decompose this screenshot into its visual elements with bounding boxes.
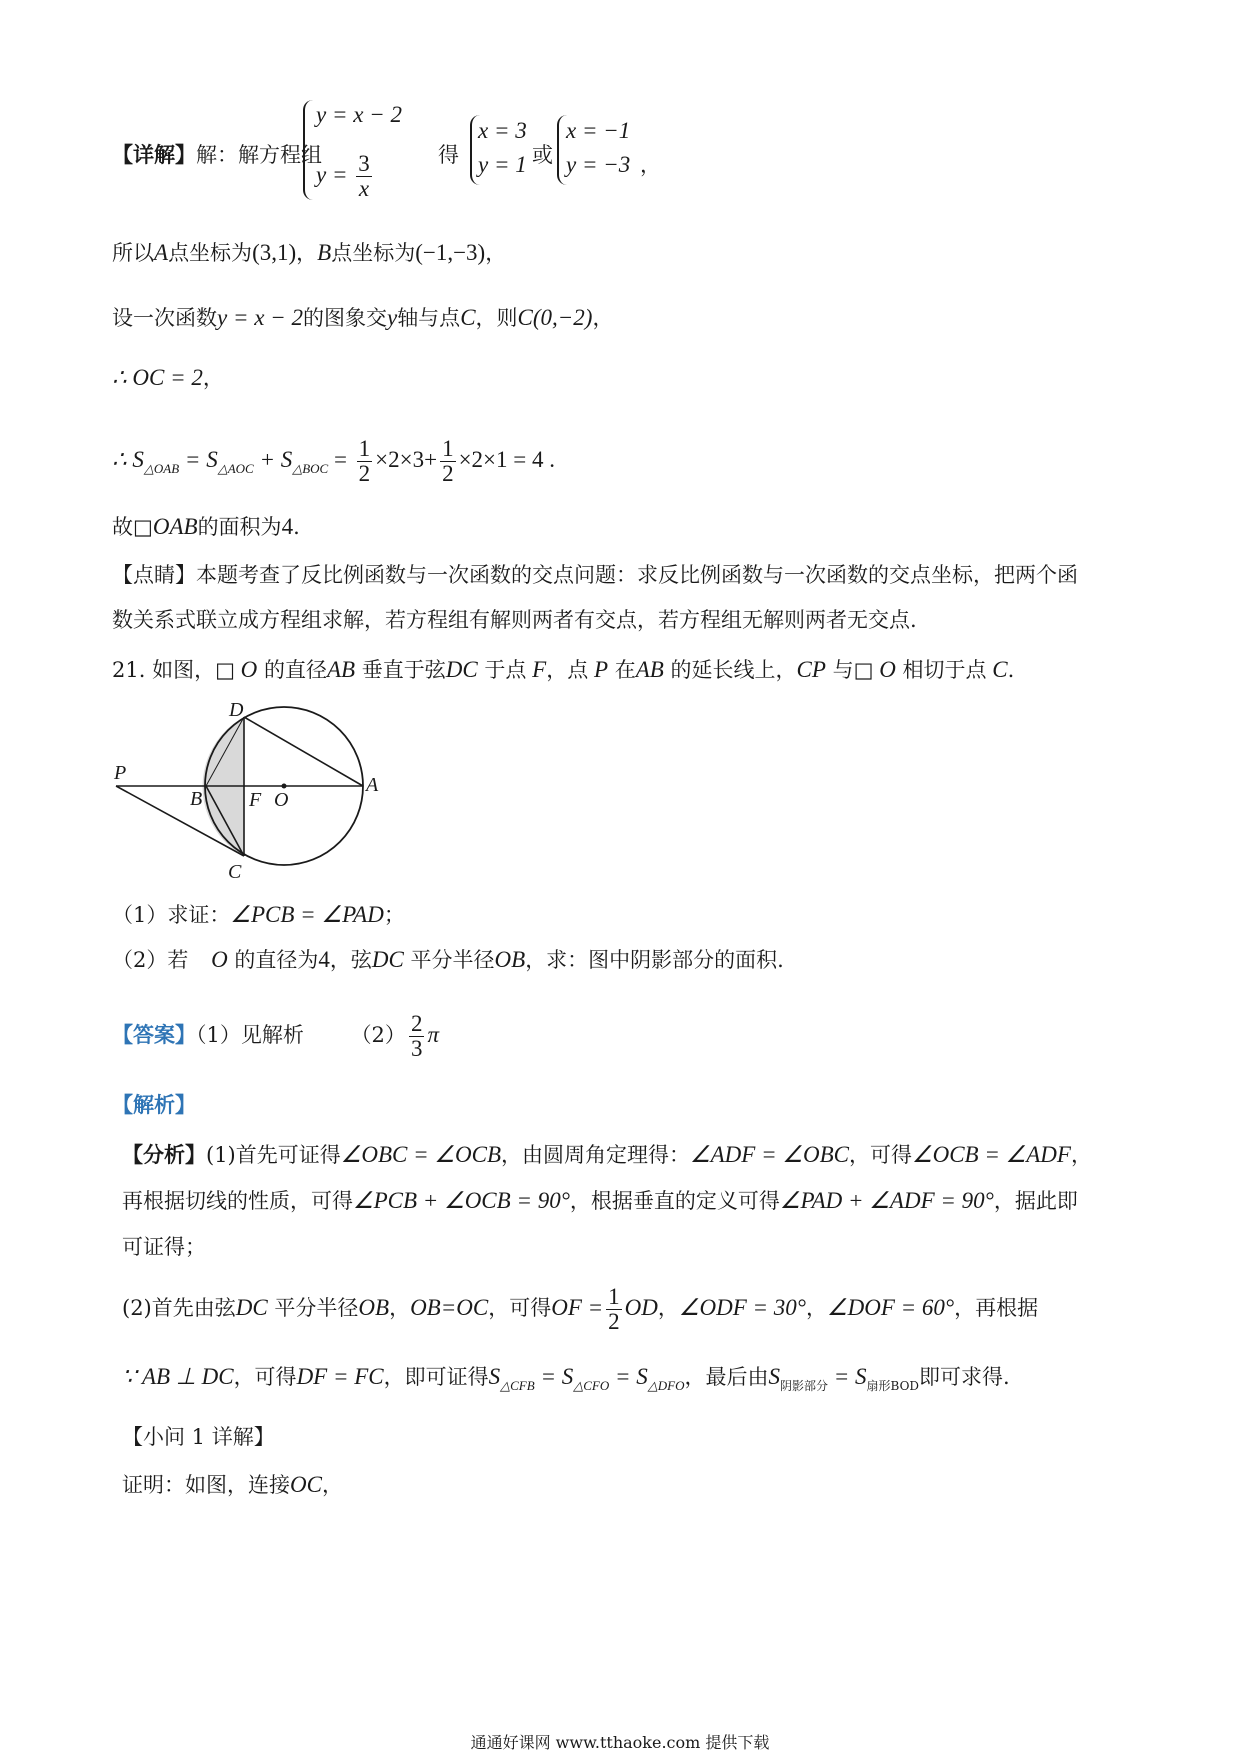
sub: 扇形BOD [866, 1379, 920, 1393]
missing-glyph: □ [853, 658, 874, 682]
analysis-line-5 [122, 1362, 1010, 1401]
text: 垂直于弦 [355, 658, 446, 682]
center-point [282, 784, 287, 789]
seg-OB: OB [494, 947, 526, 972]
analysis-line-2 [122, 1186, 1078, 1216]
label-B: B [190, 788, 203, 810]
geometry-figure [108, 700, 408, 885]
half-frac [606, 1285, 622, 1334]
analysis-line-4 [122, 1285, 1038, 1334]
system-eq2-frac [356, 152, 372, 201]
s-symbol: S [488, 1364, 501, 1389]
text: ，可得 [848, 1143, 912, 1167]
text: 与 [825, 658, 854, 682]
text: ， [1070, 1143, 1092, 1167]
text: 平分半径 [403, 948, 495, 972]
sub: △CFB [500, 1378, 535, 1393]
text: ，最后由 [684, 1365, 769, 1389]
value: 4 [318, 947, 330, 972]
text: ，点 [546, 658, 589, 682]
point-O: O [234, 657, 258, 682]
text: 的延长线上， [663, 658, 797, 682]
subquestion-1-label: 【小问 1 详解】 [122, 1425, 275, 1449]
comment-line-1: 【点睛】本题考查了反比例函数与一次函数的交点问题：求反比例函数与一次函数的交点坐标，把两个函 [112, 563, 1078, 587]
half-frac [357, 437, 373, 486]
frac-num: 1 [442, 436, 454, 461]
text: 即可求得. [919, 1365, 1010, 1389]
frac-den: 2 [608, 1309, 620, 1334]
analysis-line-1 [122, 1140, 1092, 1170]
text: . [1007, 658, 1015, 682]
oc-line [112, 363, 224, 393]
analysis-tag: 【分析】 [122, 1142, 206, 1167]
angle-eq: ∠PAD + ∠ADF = 90° [779, 1188, 994, 1213]
sub-oab: △OAB [143, 461, 180, 476]
text: ， [296, 241, 318, 265]
system-eq2-lhs: y = [316, 161, 348, 187]
text: ，据此即 [993, 1189, 1078, 1213]
text: 于点 [477, 658, 527, 682]
frac-den: 2 [442, 461, 454, 486]
text: 的直径为 [227, 948, 319, 972]
point-P: P [588, 657, 609, 682]
half-frac [440, 437, 456, 486]
label-F: F [249, 789, 262, 811]
term: ×2×1 = 4 . [458, 447, 555, 472]
coord-B: (−1,−3) [415, 240, 486, 265]
text: ，可得 [488, 1296, 552, 1320]
text: 轴与点 [397, 306, 461, 330]
label-O: O [274, 789, 289, 811]
text: 所以 [112, 241, 154, 265]
seg-CP: CP [796, 657, 826, 682]
solution2-y: y = −3 [566, 152, 631, 177]
pi: π [427, 1022, 439, 1047]
detail-end: ， [640, 153, 661, 177]
answer-frac [409, 1012, 425, 1061]
detail-label: 【详解】 [112, 142, 196, 167]
point-B: B [317, 240, 332, 265]
problem-statement [112, 655, 1014, 685]
seg-OB: OB [358, 1295, 390, 1320]
text: (1)首先可证得 [206, 1143, 341, 1167]
text: 证明：如图，连接 [122, 1473, 290, 1497]
text: (2)首先由弦 [122, 1296, 236, 1320]
s-symbol: = S [609, 1364, 648, 1389]
angle-eq: ∠DOF = 60° [826, 1295, 955, 1320]
area-formula-line [112, 437, 555, 486]
s-symbol: S [768, 1364, 780, 1389]
detail-line [112, 140, 322, 170]
point-F: F [526, 657, 547, 682]
value: 4 [281, 514, 294, 539]
system-eq1: y = x − 2 [316, 102, 402, 127]
missing-glyph: □ [133, 515, 153, 539]
text: ， [202, 366, 224, 390]
line-DA [244, 717, 363, 786]
frac-num: 1 [608, 1284, 620, 1309]
y-axis: y [386, 305, 398, 330]
term: ×2×3+ [375, 447, 438, 472]
frac-den: x [358, 176, 370, 201]
seg-AB: AB [326, 657, 356, 682]
linear-fn: y = x − 2 [217, 305, 303, 330]
text: ， [485, 241, 507, 265]
solution2-x: x = −1 [566, 118, 631, 143]
text: ，求：图中阴影部分的面积. [525, 948, 784, 972]
answer-part-1: （1）见解析 [196, 1023, 304, 1047]
sub: △DFO [647, 1378, 685, 1393]
answer-part-2: （2） [350, 1023, 406, 1047]
intersection-line [112, 303, 613, 333]
page-footer: 通通好课网 www.tthaoke.com 提供下载 [470, 1733, 770, 1752]
text: ，弦 [329, 948, 372, 972]
point-C: C [986, 657, 1008, 682]
text: ； [383, 903, 405, 927]
coords-line [112, 238, 506, 268]
solution1-y: y = 1 [478, 152, 527, 177]
coord-A: (3,1) [252, 240, 297, 265]
label-C: C [228, 861, 242, 883]
text: 点坐标为 [331, 241, 416, 265]
seg-DC: DC [235, 1295, 268, 1320]
analysis-line-3: 可证得； [122, 1235, 206, 1259]
s-symbol: ∴ S [112, 447, 144, 472]
question-1 [112, 900, 405, 930]
comment-line-2: 数关系式联立成方程组求解，若方程组有解则两者有交点，若方程组无解则两者无交点. [112, 608, 917, 632]
text: （2）若 [112, 948, 189, 972]
sub-aoc: △AOC [217, 461, 254, 476]
equals: = [328, 447, 347, 472]
text: 的图象交 [302, 306, 387, 330]
text: 相切于点 [895, 658, 987, 682]
angle-eq: ∠PCB + ∠OCB = 90° [353, 1188, 570, 1213]
s-symbol: = S [179, 447, 218, 472]
text: ， [321, 1473, 343, 1497]
label-P: P [114, 762, 127, 784]
eq: OF = [551, 1295, 604, 1320]
text: 的直径 [257, 658, 327, 682]
frac-num: 2 [410, 1011, 423, 1036]
oc-eq: ∴ OC = 2 [112, 365, 203, 390]
text: 平分半径 [267, 1296, 359, 1320]
text: （1）求证： [112, 903, 231, 927]
sub-boc: △BOC [292, 461, 329, 476]
angle-eq: ∠ODF = 30° [678, 1295, 806, 1320]
text: ，可得 [233, 1365, 297, 1389]
point-C: C [460, 305, 476, 330]
answer-label: 【答案】 [112, 1022, 196, 1047]
system-eq2 [316, 152, 375, 201]
frac-num: 1 [358, 436, 371, 461]
s-symbol: = S [828, 1364, 867, 1389]
coord-C: C(0,−2) [517, 305, 593, 330]
seg-AB: AB [635, 657, 664, 682]
text: 设一次函数 [112, 306, 217, 330]
text: ，则 [475, 306, 518, 330]
text: 在 [608, 658, 636, 682]
text: ， [389, 1296, 411, 1320]
text: 点坐标为 [168, 241, 253, 265]
angle-eq: ∠OBC = ∠OCB [340, 1142, 502, 1167]
system-brace [303, 100, 315, 200]
label-D: D [229, 700, 244, 721]
solution1-x: x = 3 [478, 118, 527, 143]
label-A: A [366, 774, 379, 796]
s-symbol: + S [253, 447, 293, 472]
de-text: 得 [438, 143, 459, 167]
detail-intro: 解：解方程组 [196, 143, 322, 167]
perp-eq: ∵ AB ⊥ DC [122, 1364, 234, 1389]
text: ，再根据 [954, 1296, 1039, 1320]
sub: 阴影部分 [779, 1379, 828, 1393]
conclusion-line [112, 512, 300, 542]
angle-eq: ∠ADF = ∠OBC [690, 1142, 849, 1167]
answer-line [112, 1012, 439, 1061]
missing-glyph: □ [215, 658, 235, 682]
text: ，即可证得 [383, 1365, 489, 1389]
seg-OD: OD [624, 1295, 658, 1320]
text: . [293, 515, 300, 539]
proof-line [122, 1470, 343, 1500]
seg-DC: DC [445, 657, 478, 682]
triangle-oab: OAB [152, 514, 198, 539]
seg-OC: OC [290, 1472, 322, 1497]
text: 再根据切线的性质，可得 [122, 1189, 353, 1213]
frac-den: 2 [358, 461, 371, 486]
text: 故 [112, 515, 133, 539]
point-O: O [873, 657, 896, 682]
text: ，由圆周角定理得： [501, 1143, 691, 1167]
angle-eq: ∠PCB = ∠PAD [230, 902, 384, 927]
text: ， [592, 306, 614, 330]
s-symbol: = S [534, 1364, 574, 1389]
seg-DC: DC [371, 947, 404, 972]
angle-eq: ∠OCB = ∠ADF [911, 1142, 1071, 1167]
analysis-label: 【解析】 [112, 1092, 196, 1117]
question-2 [112, 945, 784, 975]
point-A: A [154, 240, 169, 265]
huo-text: 或 [532, 143, 553, 167]
point-O: O [211, 947, 228, 972]
text: ， [657, 1296, 679, 1320]
text: 21. 如图， [112, 658, 216, 682]
frac-den: 3 [410, 1036, 423, 1061]
text: ，根据垂直的定义可得 [569, 1189, 780, 1213]
frac-num: 3 [358, 151, 370, 176]
text: 的面积为 [197, 515, 282, 539]
text: ， [805, 1296, 827, 1320]
eq: OB=OC [410, 1295, 489, 1320]
sub: △CFO [573, 1378, 610, 1393]
eq: DF = FC [296, 1364, 384, 1389]
